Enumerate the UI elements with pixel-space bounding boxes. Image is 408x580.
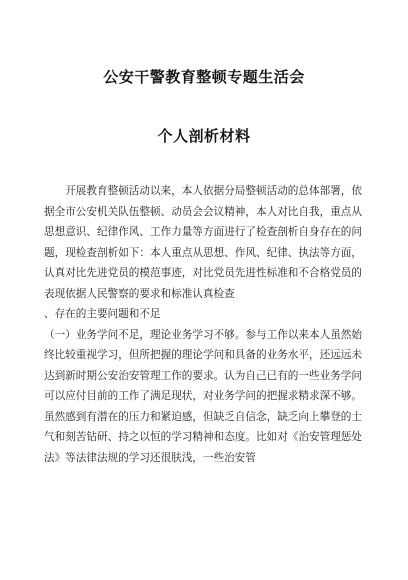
sub-heading-marker: （一） [44, 328, 76, 341]
section-heading: 、存在的主要问题和不足 [44, 308, 161, 320]
document-body [44, 181, 362, 468]
intro-paragraph: 开展教育整顿活动以来，本人依据分局整顿活动的总体部署，依据全市公安机关队伍整顿、动员会会议精神，本人对比自我，重点从思想意识、纪律作风、工作力量等方面进行了检查剖析自身存在的问题，现检查剖析如下：本人重点从思想、作风、纪律、执法等方面，认真对比先进党员的模范事迹，对比党员先进性标准和不合格党员的表现依据人民警察的要求和标准认真检查 [44, 185, 362, 300]
sub-heading-text: 业务学问不足，理论业务学习不够。参与工作以来本人虽然始终比较重视学习，但所把握的理论学问和具备的业务水平，还远远未达到新时期公安治安管理工作的要求。认为自己已有的一些业务学问可以应付目前的工作了满足现状，对业务学问的把握求精求深不够。虽然感到有潜在的压力和紧迫感，但缺乏自信念，缺乏向上攀登的士气和刻苦钻研、持之以恒的学习精神和态度。比如对《治安管理惩处法》等法律法规的学习还很肤浅，一些治安管 [44, 328, 363, 464]
document-title: 公安干警教育整顿专题生活会 [103, 68, 305, 86]
sub-section-paragraph [44, 325, 362, 469]
document-subtitle: 个人剖析材料 [157, 127, 251, 145]
